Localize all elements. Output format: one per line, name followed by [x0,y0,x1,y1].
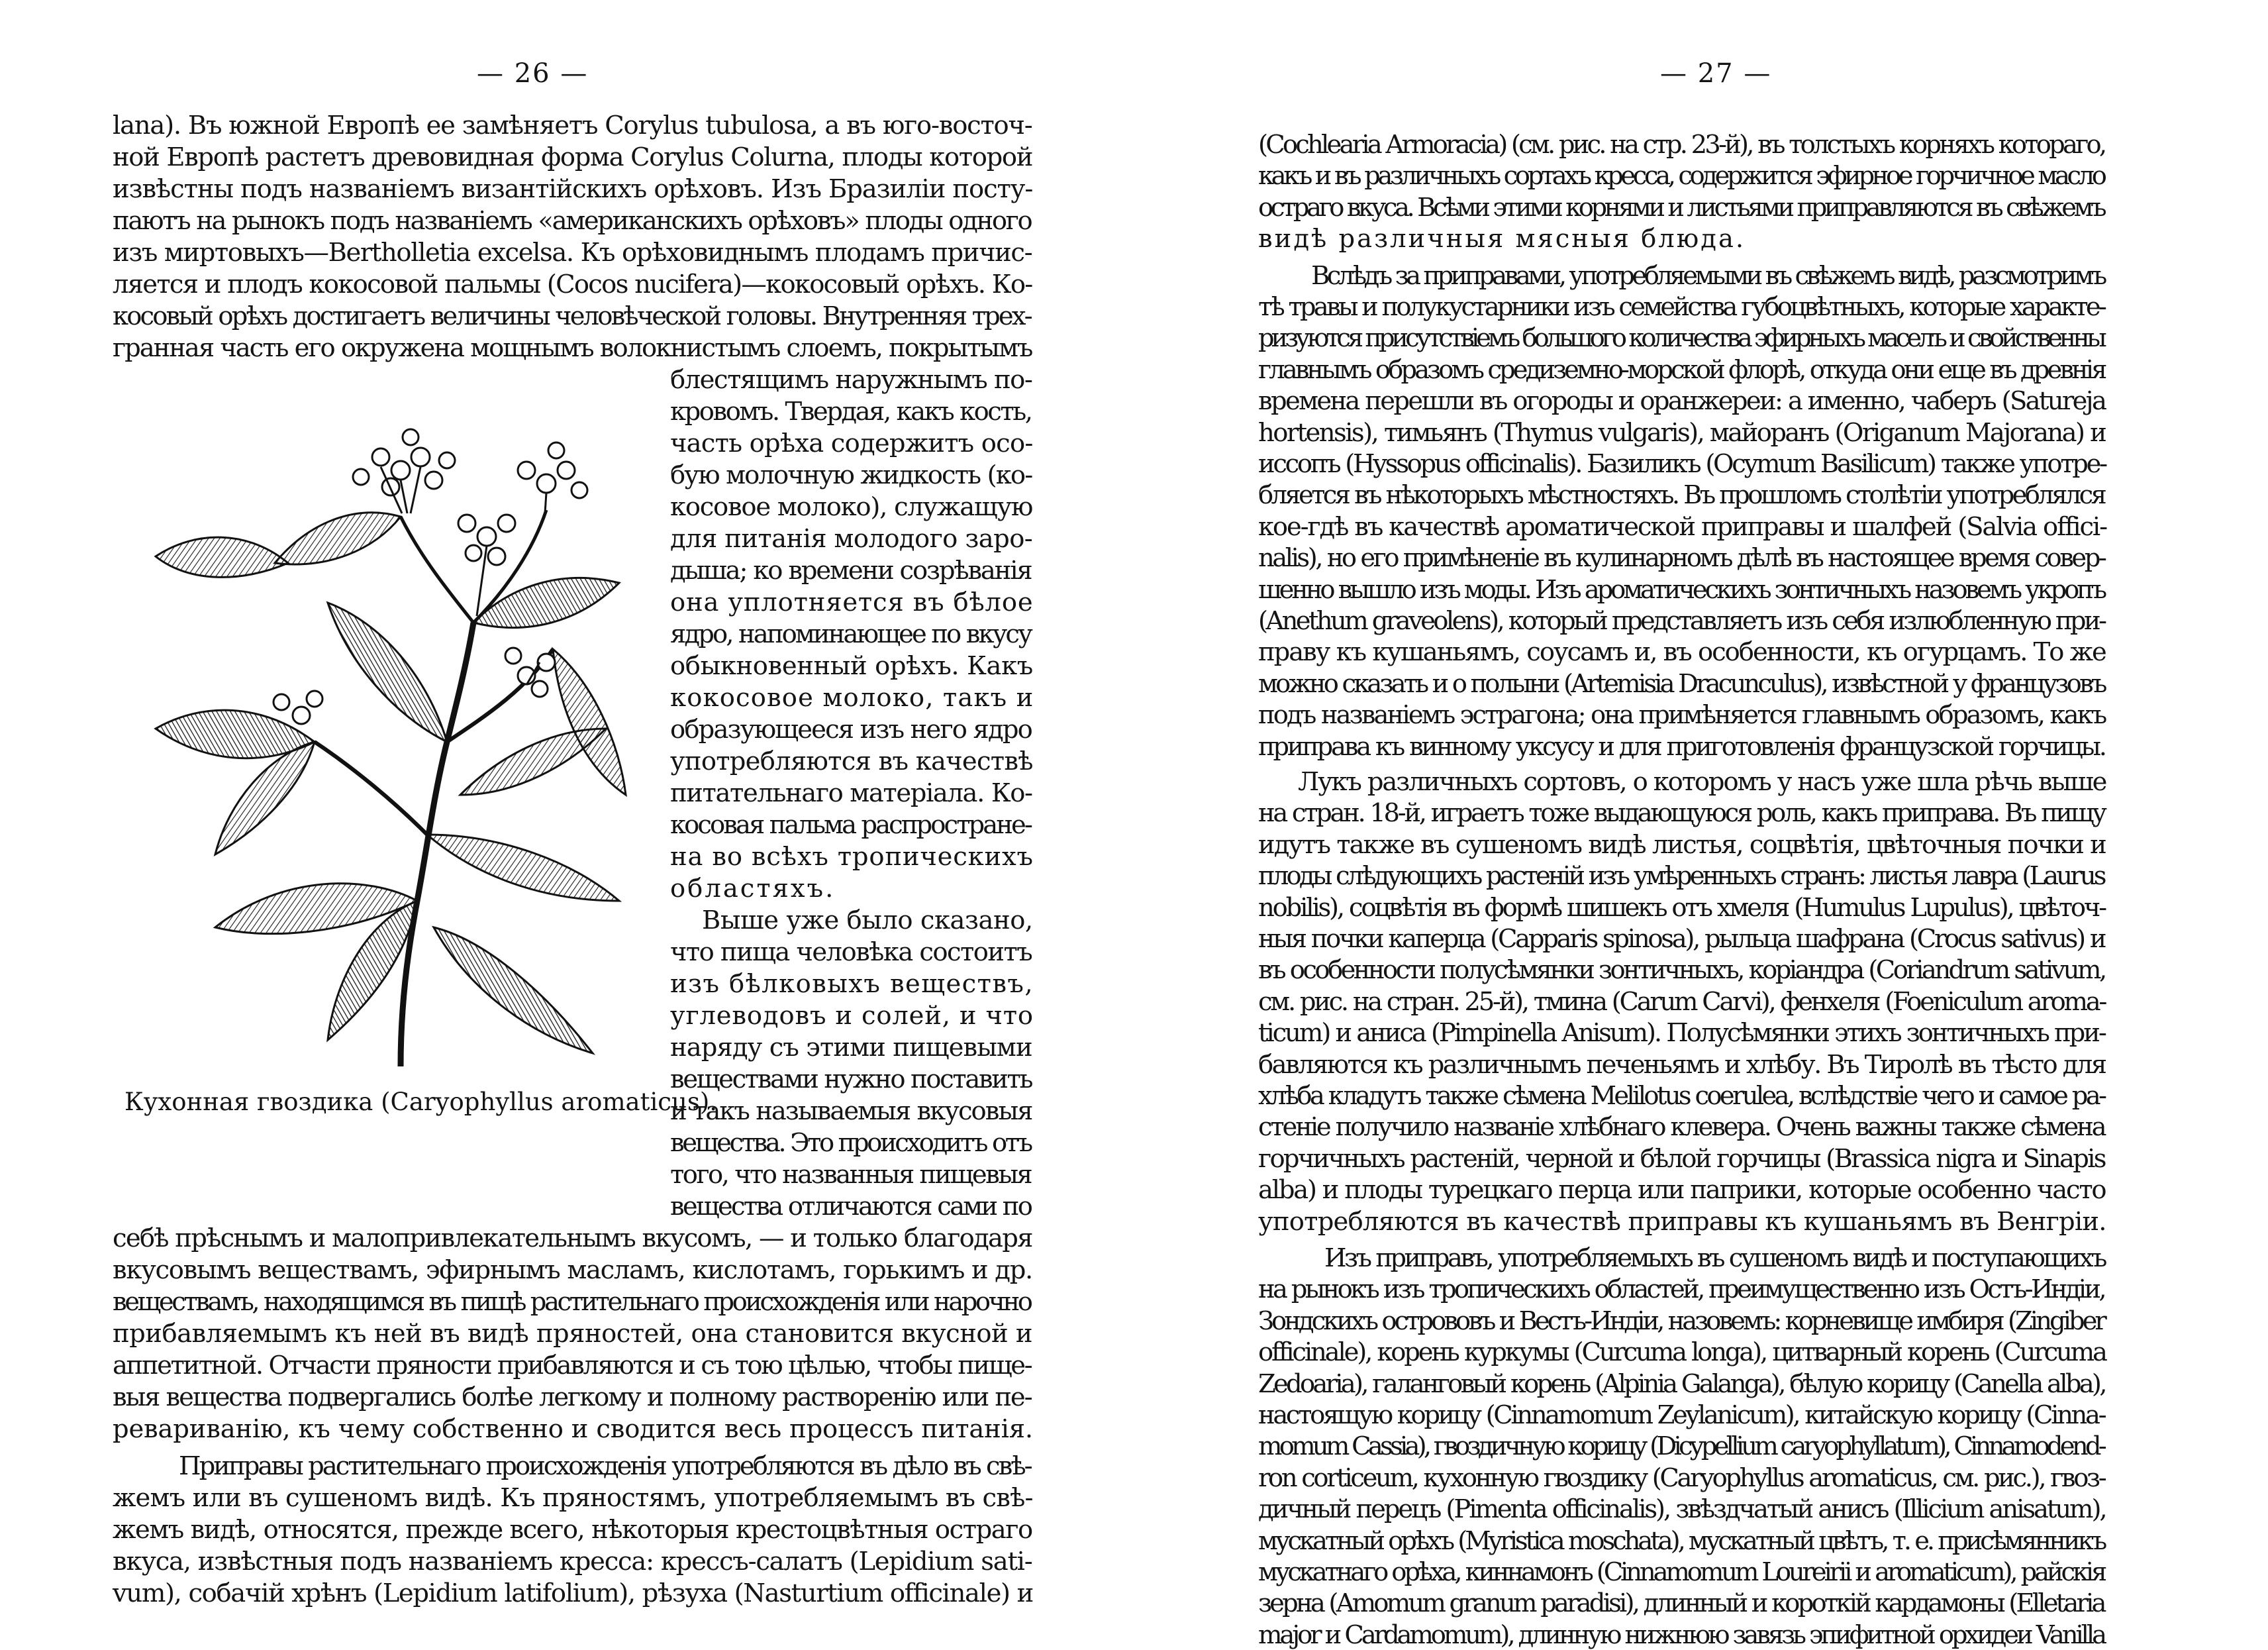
text-line: Лукъ различныхъ сортовъ, о которомъ у насъ уже шла рѣчь выше [1298,767,2106,797]
text-line: Приправы растительнаго происхожденія употребляются въ дѣло въ свѣ- [179,1451,1031,1481]
text-line: вещества отличаются сами по [670,1192,1032,1221]
text-line: на рынокъ изъ тропическихъ областей, преимущественно изъ Остъ-Индіи, [1258,1274,2104,1304]
text-line: того, что названныя пищевыя [670,1160,1032,1190]
text-line: часть орѣха содержитъ осо- [670,429,1033,458]
text-line: вкуса, извѣстныя подъ названіемъ кресса: крессъ-салатъ (Lepidium sati- [113,1547,1032,1576]
text-line: дичный перецъ (Pimenta officinalis), звѣздчатый анисъ (Illicium anisatum), [1258,1494,2106,1524]
text-line: зерна (Amomum granum paradisi), длинный и короткій кардамоны (Elletaria [1258,1588,2104,1618]
text-line: (Anethum graveolens), который представляетъ изъ себя излюбленную при- [1258,606,2105,636]
text-line: употребляются въ качествѣ [670,747,1033,776]
text-line: бляется въ нѣкоторыхъ мѣстностяхъ. Въ прошломъ столѣтіи употреблялся [1258,480,2105,510]
text-line: употребляются въ качествѣ приправы къ кушаньямъ въ Венгріи. [1258,1207,2106,1237]
text-line: аппетитной. Отчасти пряности прибавляются и съ тою цѣлью, чтобы пище- [113,1351,1032,1380]
left-page [0,0,1134,1615]
text-line: alba) и плоды турецкаго перца или паприки, которые особенно часто [1258,1175,2106,1205]
text-line: гранная часть его окружена мощнымъ волокнистымъ слоемъ, покрытымъ [113,333,1032,363]
text-line: Зондскихъ острововъ и Вестъ-Индіи, назовемъ: корневище имбиря (Zingiber [1258,1306,2104,1336]
text-line: приправа къ винному уксусу и для приготовленія французской горчицы. [1258,732,2105,762]
text-line: можно сказать и о полыни (Artemisia Dracunculus), извѣстной у французовъ [1258,669,2105,699]
text-line: стеніе получило названіе хлѣбнаго клевера. Очень важны также сѣмена [1258,1112,2105,1142]
text-line: плоды слѣдующихъ растеній изъ умѣренныхъ странъ: листья лавра (Laurus [1258,861,2104,891]
text-line: мускатнаго орѣха, киннамонъ (Cinnamomum Loureirii и aromaticum), райскія [1258,1557,2105,1587]
text-line: какъ и въ различныхъ сортахъ кресса, содержится эфирное горчичное масло [1258,161,2104,191]
text-line: себѣ прѣснымъ и малопривлекательнымъ вкусомъ, — и только благодаря [113,1223,1032,1253]
text-line: бую молочную жидкость (ко- [670,460,1032,490]
text-line: ризуются присутствіемъ большого количества эфирныхъ маселъ и свойственны [1258,323,2104,353]
text-line: ляется и плодъ кокосовой пальмы (Cocos nucifera)—кокосовый орѣхъ. Ко- [113,270,1032,299]
text-line: бавляются къ различнымъ печеньямъ и хлѣбу. Въ Тиролѣ въ тѣсто для [1258,1050,2106,1080]
text-line: кокосовое молоко, такъ и [670,683,1034,713]
text-line: образующееся изъ него ядро [670,715,1032,745]
text-line: иссопъ (Hyssopus officinalis). Базиликъ (Ocymum Basilicum) также употре- [1258,449,2106,479]
text-line: nobilis), соцвѣтія въ формѣ шишекъ отъ хмеля (Humulus Lupulus), цвѣточ- [1258,893,2105,923]
text-line: времена перешли въ огороды и оранжереи: а именно, чаберъ (Satureja [1258,386,2106,416]
text-line: областяхъ. [670,874,836,903]
text-line: hortensis), тимьянъ (Thymus vulgaris), майоранъ (Origanum Majorana) и [1258,418,2106,448]
text-line: кое-гдѣ въ качествѣ ароматической приправы и шалфей (Salvia offici- [1258,512,2106,542]
text-line: углеводовъ и солей, и что [670,1001,1034,1031]
text-line: обыкновенный орѣхъ. Какъ [670,651,1033,681]
text-line: блестящимъ наружнымъ по- [670,365,1032,395]
text-line: nalis), но его примѣненіе въ кулинарномъ дѣлѣ въ настоящее время совер- [1258,543,2105,573]
text-line: выя вещества подвергались болѣе легкому и полному растворенію или пе- [113,1382,1032,1412]
text-line: кровомъ. Твердая, какъ кость, [670,397,1032,427]
text-line: дыша; ко времени созрѣванія [670,556,1032,586]
text-line: (Cochlearia Armoracia) (см. рис. на стр. 23-й), въ толстыхъ корняхъ котораго, [1258,130,2105,160]
page-number-right: — 27 — [1660,58,1772,89]
text-line: Вслѣдъ за приправами, употребляемыми въ свѣжемъ видѣ, разсмотримъ [1311,261,2104,291]
text-line: наряду съ этими пищевыми [670,1033,1032,1062]
text-line: Изъ приправъ, употребляемыхъ въ сушеномъ видѣ и поступающихъ [1324,1243,2105,1273]
right-page [1134,0,2268,1650]
text-line: major и Cardamomum), длинную нижнюю завязь эпифитной орхидеи Vanilla [1258,1620,2104,1650]
text-line: на стран. 18-й, играетъ тоже выдающуюся роль, какъ приправа. Въ пищу [1258,798,2105,828]
text-line: Выше уже было сказано, [702,905,1033,935]
text-line: главнымъ образомъ средиземно-морской флорѣ, откуда они еще въ древнія [1258,355,2105,385]
text-line: изъ миртовыхъ—Bertholletia excelsa. Къ орѣховиднымъ плодамъ причис- [113,238,1032,268]
text-line: идутъ также въ сушеномъ видѣ листья, соцвѣтія, цвѣточныя почки и [1258,830,2106,860]
text-line: настоящую корицу (Cinnamomum Zeylanicum), китайскую корицу (Cinna- [1258,1400,2105,1430]
text-line: шенно вышло изъ моды. Изъ ароматическихъ зонтичныхъ назовемъ укропъ [1258,575,2105,605]
text-line: веществами нужно поставить [670,1064,1032,1094]
text-line: вкусовымъ веществамъ, эфирнымъ масламъ, кислотамъ, горькимъ и др. [113,1255,1032,1285]
text-line: прибавляемымъ къ ней въ видѣ пряностей, она становится вкусной и [113,1319,1033,1349]
text-line: жемъ видѣ, относятся, прежде всего, нѣкоторыя крестоцвѣтныя остраго [113,1515,1032,1545]
text-line: косовый орѣхъ достигаетъ величины человѣческой головы. Внутренняя трех- [113,301,1031,331]
text-line: веществамъ, находящимся въ пищѣ растительнаго происхожденія или нарочно [113,1287,1031,1317]
text-line: паютъ на рынокъ подъ названіемъ «американскихъ орѣховъ» плоды одного [113,206,1032,236]
clove-plant-illustration [116,371,659,1073]
text-line: жемъ или въ сушеномъ видѣ. Къ пряностямъ, употребляемымъ въ свѣ- [113,1483,1033,1513]
text-line: косовая пальма распростране- [670,810,1031,840]
text-line: см. рис. на стран. 25-й), тмина (Carum Carvi), фенхеля (Foeniculum aroma- [1258,987,2106,1017]
text-line: питательнаго матеріала. Ко- [670,778,1032,808]
text-line: тѣ травы и полукустарники изъ семейства губоцвѣтныхъ, которые характе- [1258,292,2105,322]
text-line: подъ названіемъ эстрагона; она примѣняется главнымъ образомъ, какъ [1258,700,2106,730]
text-line: въ особенности полусѣмянки зонтичныхъ, коріандра (Coriandrum sativum, [1258,955,2105,985]
text-line: изъ бѣлковыхъ веществъ, [670,969,1034,999]
text-line: ныя почки каперца (Capparis spinosa), рыльца шафрана (Crocus sativus) и [1258,924,2105,954]
text-line: officinale), корень куркумы (Curcuma longa), цитварный корень (Curcuma [1258,1337,2106,1367]
text-line: ядро, напоминающее по вкусу [670,619,1031,649]
text-line: vum), собачій хрѣнъ (Lepidium latifolium), рѣзуха (Nasturtium officinale) и [113,1578,1033,1608]
text-line: lana). Въ южной Европѣ ее замѣняетъ Corylus tubulosa, а въ юго-восточ- [113,111,1032,140]
text-line: momum Cassia), гвоздичную корицу (Dicypellium caryophyllatum), Cinnamodend- [1258,1431,2104,1461]
text-line: на во всѣхъ тропическихъ [670,842,1034,872]
text-line: извѣстны подъ названіемъ византійскихъ орѣховъ. Изъ Бразиліи посту- [113,174,1033,204]
text-line: ревариванію, къ чему собственно и сводится весь процессъ питанія. [113,1414,1033,1444]
text-line: остраго вкуса. Всѣми этими корнями и листьями приправляются въ свѣжемъ [1258,193,2104,223]
text-line: мускатный орѣхъ (Myristica moschata), мускатный цвѣтъ, т. е. присѣмянникъ [1258,1526,2105,1556]
text-line: праву къ кушаньямъ, соусамъ и, въ особенности, къ огурцамъ. То же [1258,637,2106,667]
text-line: и такъ называемыя вкусовыя [670,1096,1032,1126]
text-line: Zedoaria), галанговый корень (Alpinia Galanga), бѣлую корицу (Canella alba), [1258,1369,2105,1399]
text-line: вещества. Это происходитъ отъ [670,1128,1031,1158]
page-number-left: — 26 — [477,58,589,89]
text-line: косовое молоко), служащую [670,492,1033,522]
text-line: ticum) и аниса (Pimpinella Anisum). Полусѣмянки этихъ зонтичныхъ при- [1258,1018,2105,1048]
figure-caption: Кухонная гвоздика (Caryophyllus aromaticus). [124,1088,718,1116]
text-line: горчичныхъ растеній, черной и бѣлой горчицы (Brassica nigra и Sinapis [1258,1144,2105,1174]
text-line: она уплотняется въ бѣлое [670,588,1034,617]
text-line: видѣ различныя мясныя блюда. [1258,224,1746,254]
text-line: хлѣба кладутъ также сѣмена Melilotus coerulea, вслѣдствіе чего и самое ра- [1258,1081,2105,1111]
text-line: ной Европѣ растетъ древовидная форма Corylus Colurna, плоды которой [113,142,1033,172]
text-line: для питанія молодого заро- [670,524,1033,554]
text-line: что пища человѣка состоитъ [670,937,1032,967]
text-line: ron corticeum, кухонную гвоздику (Caryophyllus aromaticus, см. рис.), гвоз- [1258,1463,2105,1493]
